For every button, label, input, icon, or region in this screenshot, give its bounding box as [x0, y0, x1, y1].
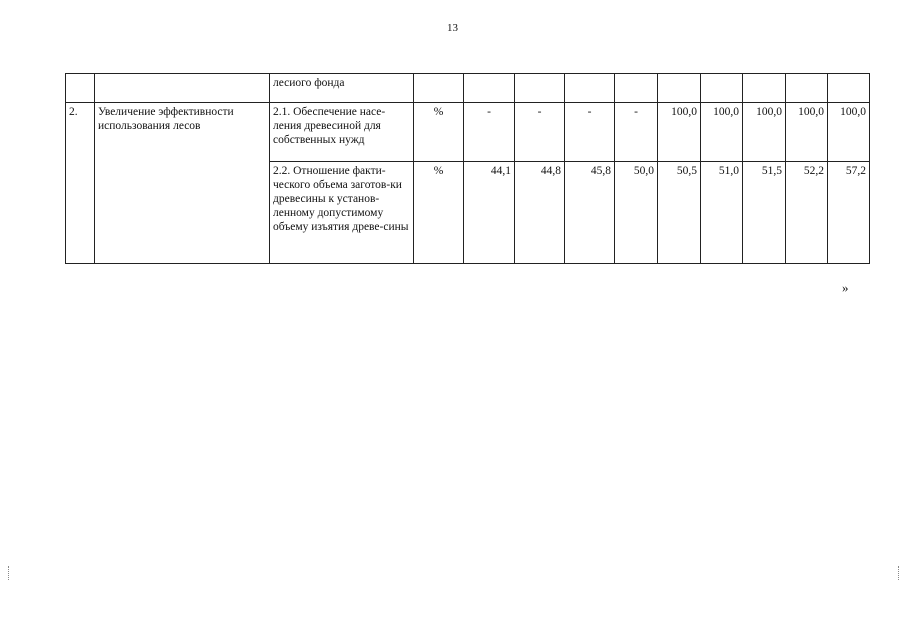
indicator-value: 57,2	[828, 162, 870, 264]
indicator-text: 2.2. Отношение факти-ческого объема заготов-ки древесины к установ-ленному допустимому объему изъятия древе-сины	[270, 162, 414, 264]
indicator-value: 50,5	[658, 162, 701, 264]
indicator-value: -	[565, 103, 615, 162]
indicator-row-2-1	[66, 103, 870, 162]
cell-empty	[828, 74, 870, 103]
cell-unit-empty	[414, 74, 464, 103]
cell-empty	[515, 74, 565, 103]
indicator-unit: %	[414, 103, 464, 162]
scan-edge-mark	[8, 566, 10, 580]
indicator-text: 2.1. Обеспечение насе-ления древесиной для собственных нужд	[270, 103, 414, 162]
indicator-unit: %	[414, 162, 464, 264]
indicator-value: 100,0	[828, 103, 870, 162]
cell-empty	[743, 74, 786, 103]
cell-empty	[658, 74, 701, 103]
indicator-value: 51,0	[701, 162, 743, 264]
indicator-value: 44,8	[515, 162, 565, 264]
page-number: 13	[447, 22, 458, 34]
cell-empty	[701, 74, 743, 103]
cell-empty	[464, 74, 515, 103]
cell-empty	[565, 74, 615, 103]
indicator-value: -	[515, 103, 565, 162]
indicator-value: 100,0	[658, 103, 701, 162]
indicators-table	[65, 73, 870, 264]
indicator-value: 100,0	[743, 103, 786, 162]
indicator-value: 50,0	[615, 162, 658, 264]
indicator-value: 44,1	[464, 162, 515, 264]
cell-number-empty	[66, 74, 95, 103]
task-number: 2.	[66, 103, 95, 264]
indicator-value: 45,8	[565, 162, 615, 264]
task-name: Увеличение эффективности использования лесов	[95, 103, 270, 264]
continuation-indicator-text: лесиого фонда	[270, 74, 414, 103]
cell-name-empty	[95, 74, 270, 103]
indicator-value: -	[464, 103, 515, 162]
indicator-value: 100,0	[701, 103, 743, 162]
indicator-value: 51,5	[743, 162, 786, 264]
indicator-value: -	[615, 103, 658, 162]
scan-edge-mark	[898, 566, 900, 580]
cell-empty	[615, 74, 658, 103]
cell-empty	[786, 74, 828, 103]
indicator-value: 100,0	[786, 103, 828, 162]
indicator-value: 52,2	[786, 162, 828, 264]
continuation-row	[66, 74, 870, 103]
closing-quote-mark: »	[842, 280, 849, 295]
